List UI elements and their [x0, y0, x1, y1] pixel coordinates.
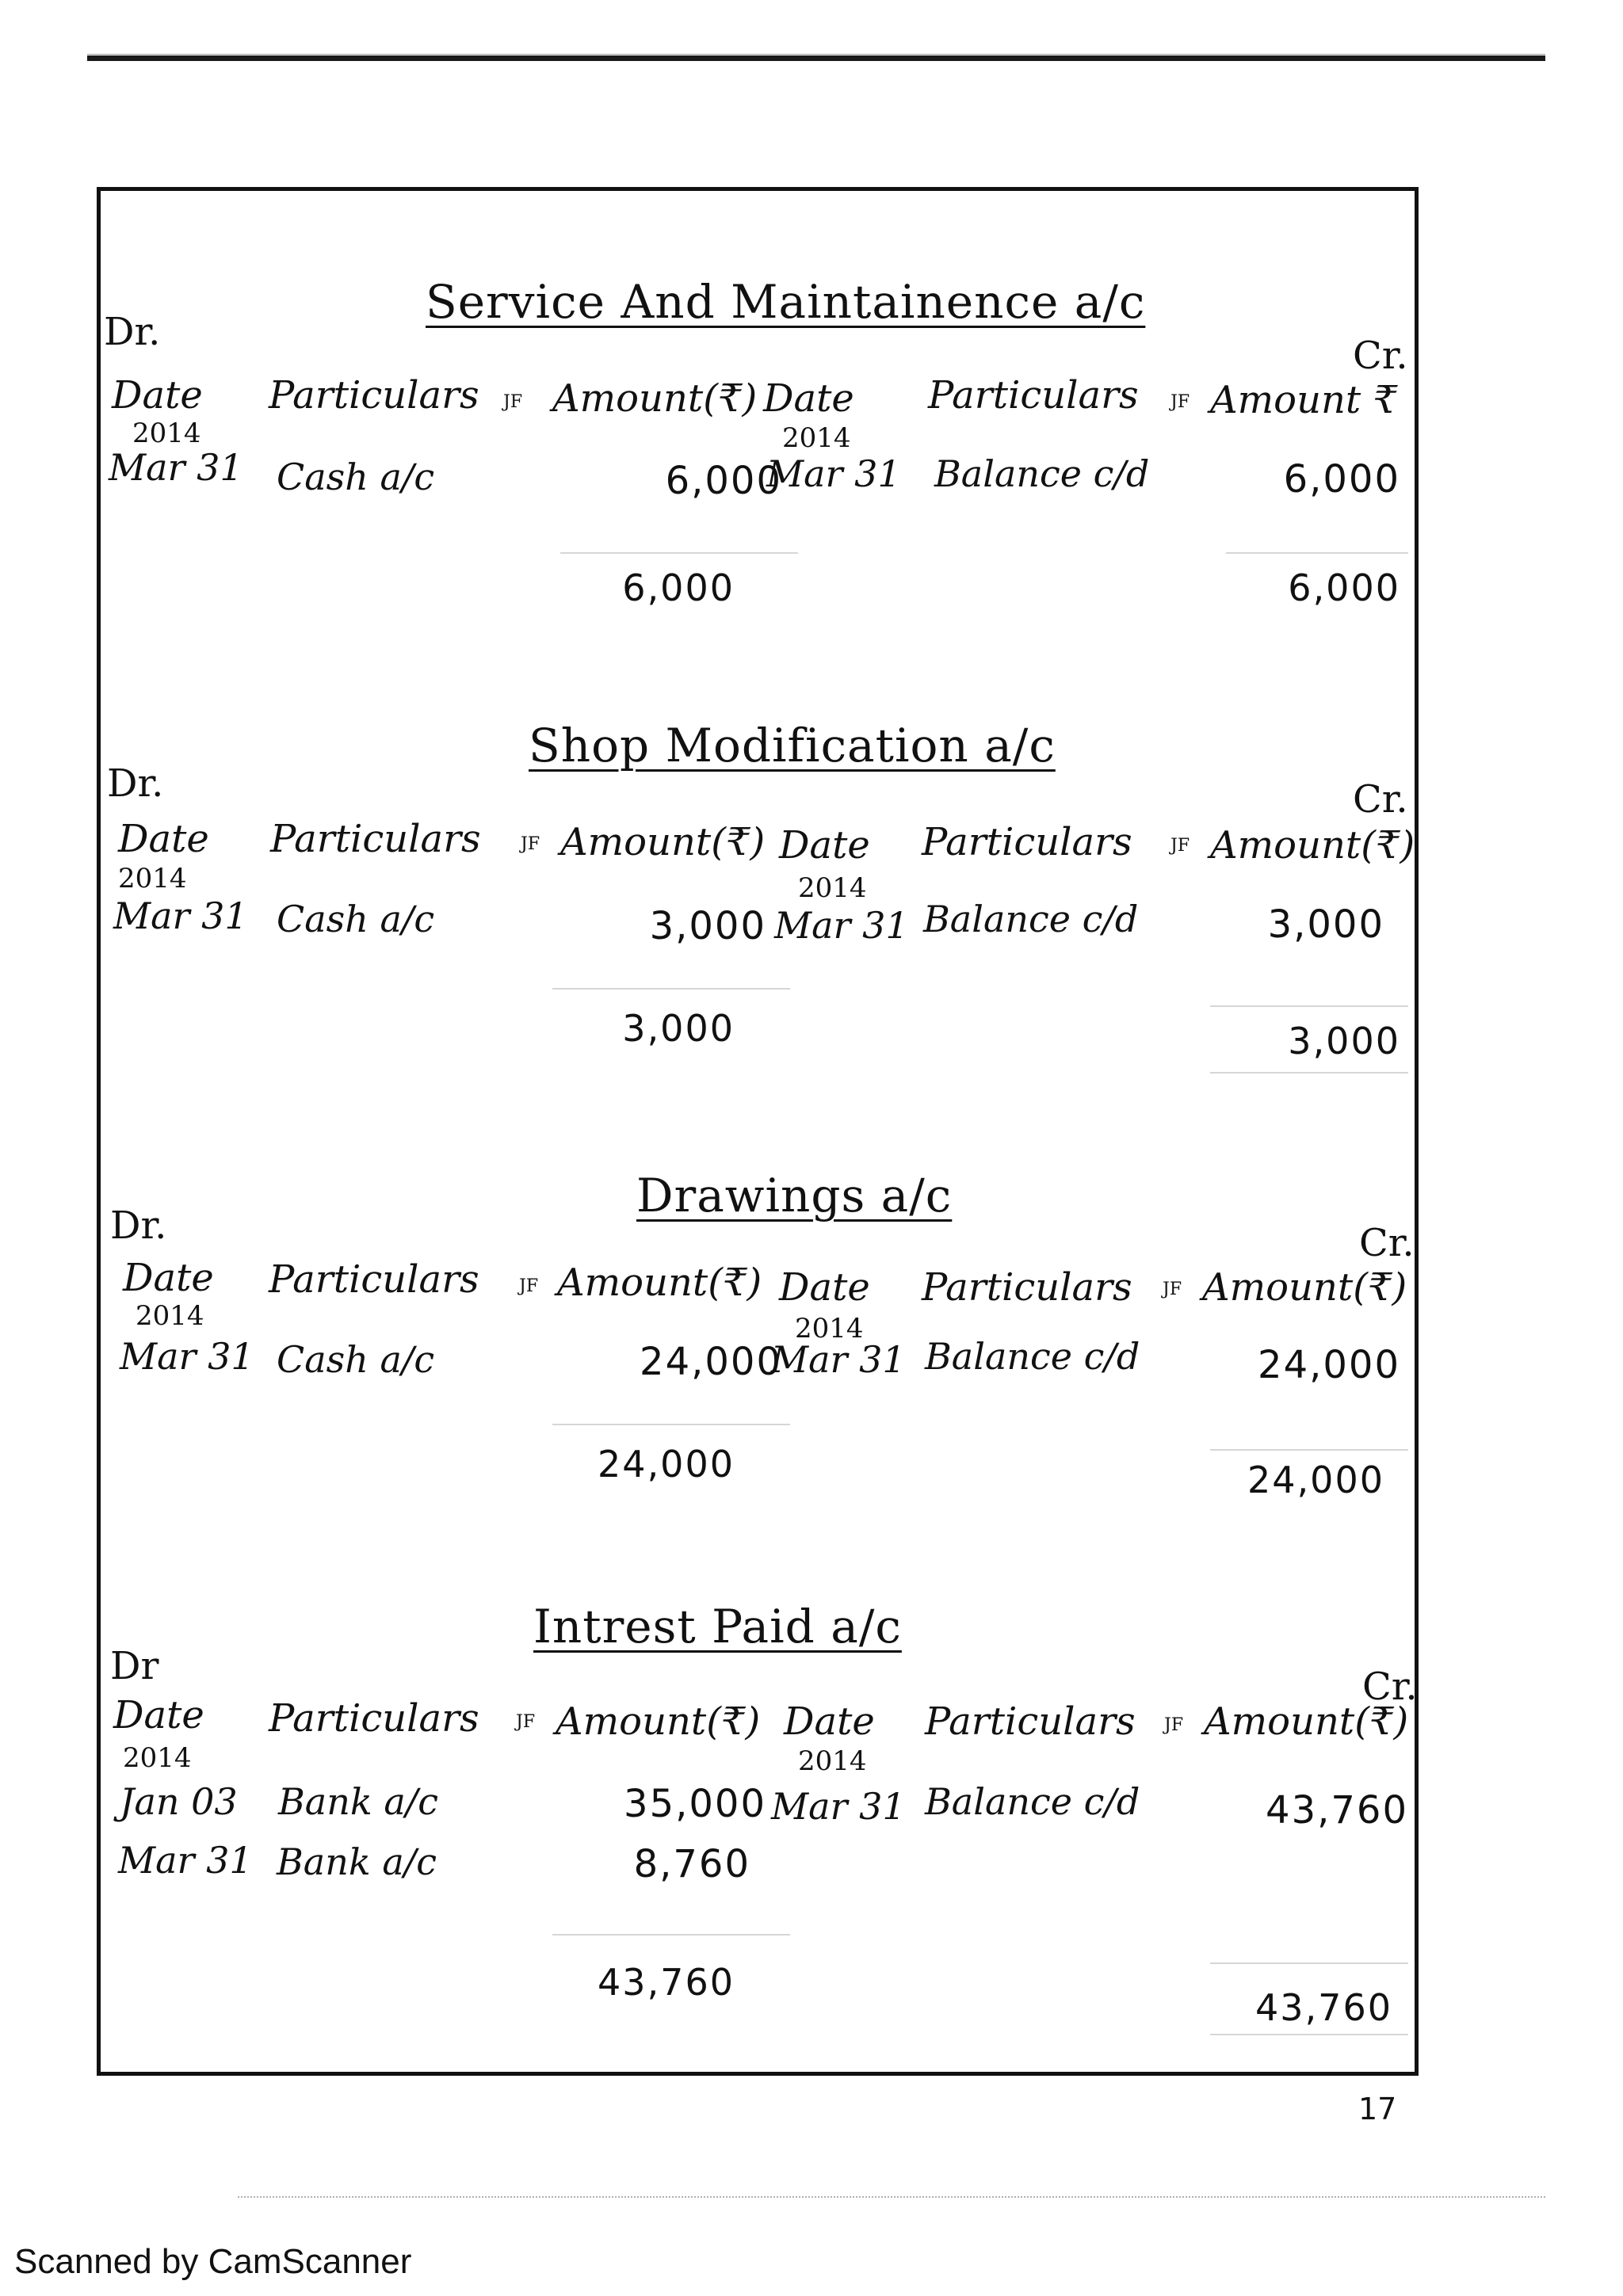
cr-date: Mar 31	[771, 1785, 906, 1828]
cr-total-rule	[1210, 1962, 1408, 1964]
header-jf: JF	[503, 392, 523, 412]
dr-date: Mar 31	[120, 1335, 254, 1378]
dr-total-rule	[552, 1934, 790, 1936]
header-jf: JF	[519, 1276, 539, 1296]
cr-particulars: Balance c/d	[923, 898, 1139, 940]
cr-date: Mar 31	[771, 1338, 906, 1381]
header-jf-cr: JF	[1164, 1715, 1184, 1735]
cr-year: 2014	[798, 872, 867, 904]
cr-year: 2014	[798, 1745, 867, 1777]
dr-total-rule	[560, 552, 798, 554]
dr-particulars: Cash a/c	[277, 456, 435, 498]
account-title: Intrest Paid a/c	[533, 1600, 902, 1653]
dr-amount: 3,000	[649, 904, 766, 948]
cr-particulars: Balance c/d	[925, 1335, 1140, 1378]
header-amount-dr: Amount(₹)	[560, 820, 766, 864]
header-date-cr: Date	[779, 1265, 870, 1310]
cr-particulars: Balance c/d	[934, 452, 1150, 495]
dr-date: Mar 31	[113, 894, 248, 937]
header-amount-cr: Amount ₹	[1210, 378, 1397, 422]
top-border-line	[87, 55, 1545, 61]
header-particulars-cr: Particulars	[922, 820, 1132, 864]
debit-label: Dr	[110, 1644, 159, 1688]
scanner-watermark: Scanned by CamScanner	[14, 2242, 412, 2281]
header-amount-cr: Amount(₹)	[1204, 1699, 1409, 1744]
header-date-cr: Date	[779, 823, 870, 868]
dr-year: 2014	[136, 1300, 204, 1332]
debit-label: Dr.	[110, 1203, 167, 1248]
bottom-edge-line	[238, 2196, 1545, 2199]
dr-particulars: Bank a/c	[278, 1780, 439, 1823]
dr-date: Jan 03	[120, 1780, 238, 1823]
header-date: Date	[113, 1693, 204, 1737]
dr-year: 2014	[118, 863, 187, 894]
header-particulars: Particulars	[269, 1257, 479, 1302]
cr-date: Mar 31	[774, 904, 909, 947]
dr-particulars: Cash a/c	[277, 898, 435, 940]
dr-year: 2014	[132, 418, 201, 449]
debit-label: Dr.	[107, 761, 164, 806]
header-date: Date	[112, 373, 203, 418]
cr-total: 6,000	[1288, 566, 1400, 609]
dr-total-rule	[552, 988, 790, 990]
credit-label: Cr.	[1353, 777, 1408, 822]
header-amount-dr: Amount(₹)	[552, 376, 758, 421]
top-edge-faint	[87, 54, 1545, 55]
header-jf: JF	[516, 1712, 536, 1732]
dr-total: 3,000	[622, 1007, 735, 1050]
dr-amount: 35,000	[624, 1782, 766, 1826]
header-particulars: Particulars	[269, 373, 479, 418]
dr-amount: 8,760	[633, 1842, 750, 1886]
header-particulars: Particulars	[269, 1696, 479, 1741]
credit-label: Cr.	[1359, 1221, 1415, 1265]
ledger-page-frame	[97, 187, 1419, 2076]
cr-total: 24,000	[1247, 1459, 1384, 1501]
header-jf-cr: JF	[1170, 836, 1190, 856]
cr-particulars: Balance c/d	[925, 1780, 1140, 1823]
cr-total: 43,760	[1255, 1986, 1392, 2029]
header-date-cr: Date	[784, 1699, 875, 1744]
header-amount-cr: Amount(₹)	[1210, 823, 1415, 868]
account-title: Drawings a/c	[636, 1169, 953, 1222]
header-jf-cr: JF	[1170, 392, 1190, 412]
header-amount-dr: Amount(₹)	[557, 1261, 762, 1305]
cr-year: 2014	[795, 1313, 864, 1344]
dr-amount: 6,000	[665, 459, 782, 503]
cr-total-underline	[1210, 1072, 1408, 1074]
header-amount-cr: Amount(₹)	[1202, 1265, 1407, 1310]
dr-date: Mar 31	[109, 446, 243, 489]
cr-total: 3,000	[1288, 1020, 1400, 1062]
dr-total: 6,000	[622, 566, 735, 609]
cr-amount: 43,760	[1266, 1788, 1408, 1833]
header-date: Date	[118, 817, 209, 861]
header-date-cr: Date	[763, 376, 854, 421]
cr-total-rule	[1226, 552, 1408, 554]
dr-total-rule	[552, 1424, 790, 1425]
cr-total-rule	[1210, 1005, 1408, 1007]
dr-total: 24,000	[598, 1443, 735, 1486]
page-number: 17	[1358, 2092, 1397, 2126]
dr-total: 43,760	[598, 1961, 735, 2004]
dr-amount: 24,000	[640, 1340, 782, 1384]
dr-date: Mar 31	[118, 1839, 253, 1882]
cr-total-rule	[1210, 1449, 1408, 1451]
cr-year: 2014	[782, 422, 851, 454]
account-title: Shop Modification a/c	[529, 719, 1056, 772]
header-jf: JF	[521, 834, 540, 854]
cr-amount: 24,000	[1258, 1343, 1400, 1387]
header-jf-cr: JF	[1163, 1280, 1182, 1299]
header-particulars-cr: Particulars	[928, 373, 1139, 418]
cr-amount: 3,000	[1267, 902, 1384, 947]
debit-label: Dr.	[104, 310, 161, 354]
cr-amount: 6,000	[1283, 457, 1400, 502]
cr-total-underline	[1210, 2034, 1408, 2035]
account-title: Service And Maintainence a/c	[426, 275, 1146, 329]
dr-particulars: Cash a/c	[277, 1338, 435, 1381]
credit-label: Cr.	[1362, 1665, 1418, 1709]
header-particulars-cr: Particulars	[922, 1265, 1132, 1310]
dr-year: 2014	[123, 1742, 192, 1774]
dr-particulars: Bank a/c	[277, 1840, 437, 1883]
header-particulars-cr: Particulars	[925, 1699, 1136, 1744]
credit-label: Cr.	[1353, 334, 1408, 378]
header-particulars: Particulars	[270, 817, 481, 861]
header-amount-dr: Amount(₹)	[556, 1699, 761, 1744]
cr-date: Mar 31	[766, 452, 901, 495]
header-date: Date	[123, 1256, 214, 1300]
